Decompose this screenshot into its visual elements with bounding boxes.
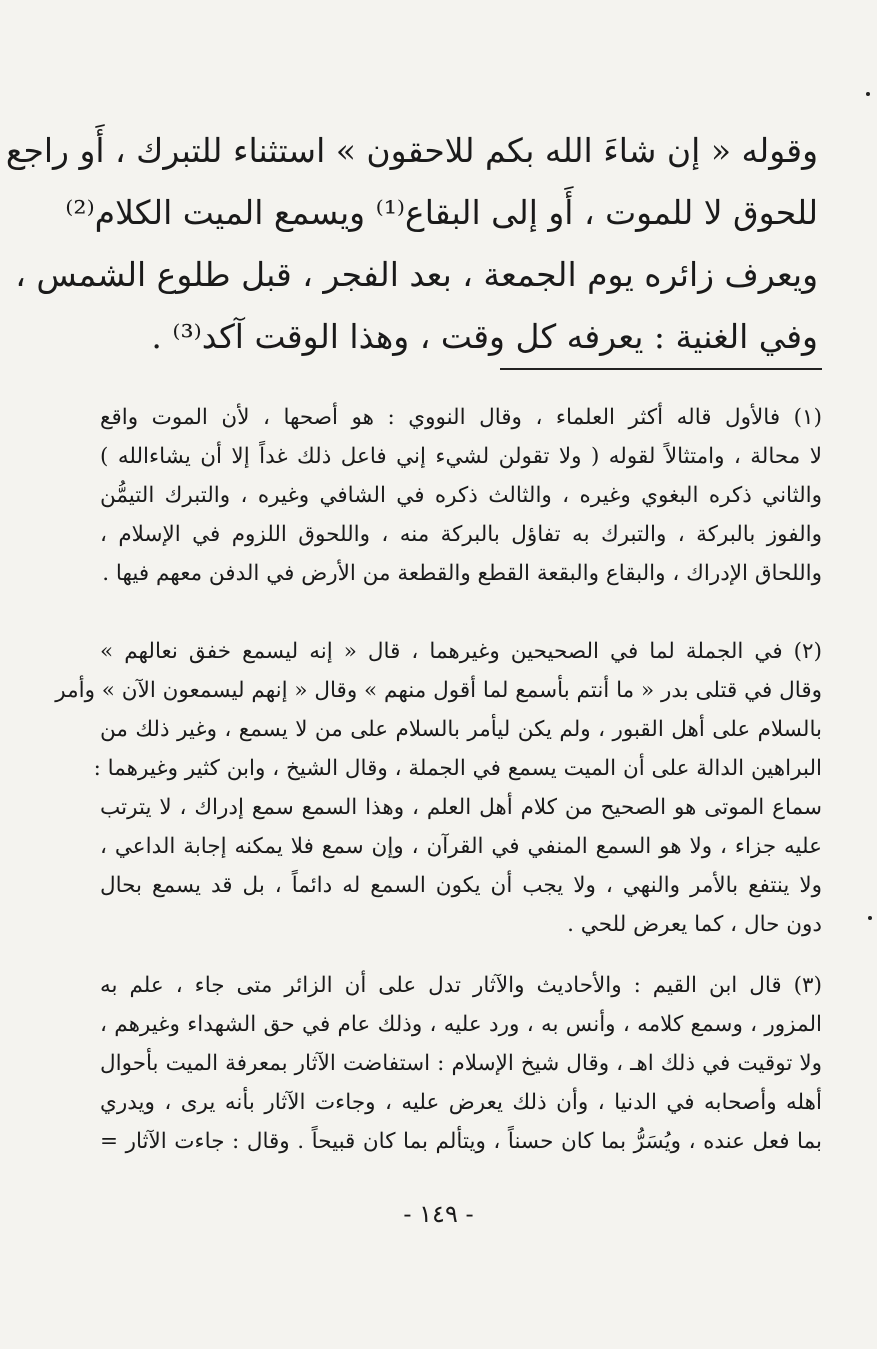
footnote-2 [55, 632, 822, 944]
footnote-line: المزور ، وسمع كلامه ، وأنس به ، ورد عليه ، وذلك عام في حق الشهداء وغيرهم ، [100, 1012, 822, 1037]
footnote-line: سماع الموتى هو الصحيح من كلام أهل العلم ، وهذا السمع سمع إدراك ، لا يترتب [100, 795, 822, 820]
footnote-line: (٢) في الجملة لما في الصحيحين وغيرهما ، قال « إنه ليسمع خفق نعالهم » [100, 639, 822, 664]
footnote-line: بالسلام على أهل القبور ، ولم يكن ليأمر بالسلام على من لا يسمع ، وغير ذلك من [100, 717, 822, 742]
main-text-line: للحوق لا للموت ، أَو إلى البقاع⁽¹⁾ ويسمع الميت الكلام⁽²⁾ [65, 193, 818, 232]
footnote-line: لا محالة ، وامتثالاً لقوله ( ولا تقولن لشيء إني فاعل ذلك غداً إلا أن يشاءالله ) [100, 444, 822, 469]
footnote-divider [500, 368, 822, 370]
footnote-line: عليه جزاء ، ولا هو السمع المنفي في القرآن ، وإن سمع فلا يمكنه إجابة الداعي ، [100, 834, 822, 859]
footnote-line: والفوز بالبركة ، والتبرك به تفاؤل بالبركة منه ، واللحوق اللزوم في الإسلام ، [100, 522, 822, 547]
footnote-line: البراهين الدالة على أن الميت يسمع في الجملة ، وقال الشيخ ، وابن كثير وغيرهما : [93, 756, 822, 781]
footnote-line: أهله وأصحابه في الدنيا ، وأن ذلك يعرض عليه ، وجاءت الآثار بأنه يرى ، ويدري [100, 1090, 822, 1115]
scan-speck [868, 916, 872, 920]
footnote-line: ولا ينتفع بالأمر والنهي ، ولا يجب أن يكون السمع له دائماً ، بل قد يسمع بحال [100, 873, 822, 898]
scan-speck [866, 92, 870, 96]
main-text [5, 120, 818, 368]
footnote-3 [100, 966, 822, 1161]
main-text-line: وقوله « إن شاءَ الله بكم للاحقون » استثناء للتبرك ، أَو راجع [5, 131, 818, 170]
footnote-line: بما فعل عنده ، ويُسَرُّ بما كان حسناً ، ويتألم بما كان قبيحاً . وقال : جاءت الآثار = [100, 1129, 822, 1154]
main-text-line: ويعرف زائره يوم الجمعة ، بعد الفجر ، قبل طلوع الشمس ، [15, 255, 818, 294]
footnote-line: ولا توقيت في ذلك اهـ ، وقال شيخ الإسلام : استفاضت الآثار بمعرفة الميت بأحوال [100, 1051, 822, 1076]
page-number: - ١٤٩ - [403, 1200, 474, 1228]
footnote-line: دون حال ، كما يعرض للحي . [567, 912, 822, 937]
main-text-line: وفي الغنية : يعرفه كل وقت ، وهذا الوقت آكد⁽³⁾ . [151, 317, 818, 356]
footnote-line: (١) فالأول قاله أكثر العلماء ، وقال النووي : هو أصحها ، لأن الموت واقع [100, 405, 822, 430]
footnote-line: وقال في قتلى بدر « ما أنتم بأسمع لما أقول منهم » وقال « إنهم ليسمعون الآن » وأمر [55, 678, 822, 703]
footnote-1 [100, 398, 822, 593]
footnote-line: واللحاق الإدراك ، والبقاع والبقعة القطع والقطعة من الأرض في الدفن معهم فيها . [102, 561, 822, 586]
footnote-line: (٣) قال ابن القيم : والأحاديث والآثار تدل على أن الزائر متى جاء ، علم به [100, 973, 822, 998]
footnote-line: والثاني ذكره البغوي وغيره ، والثالث ذكره في الشافي وغيره ، والتبرك التيمُّن [100, 483, 822, 508]
